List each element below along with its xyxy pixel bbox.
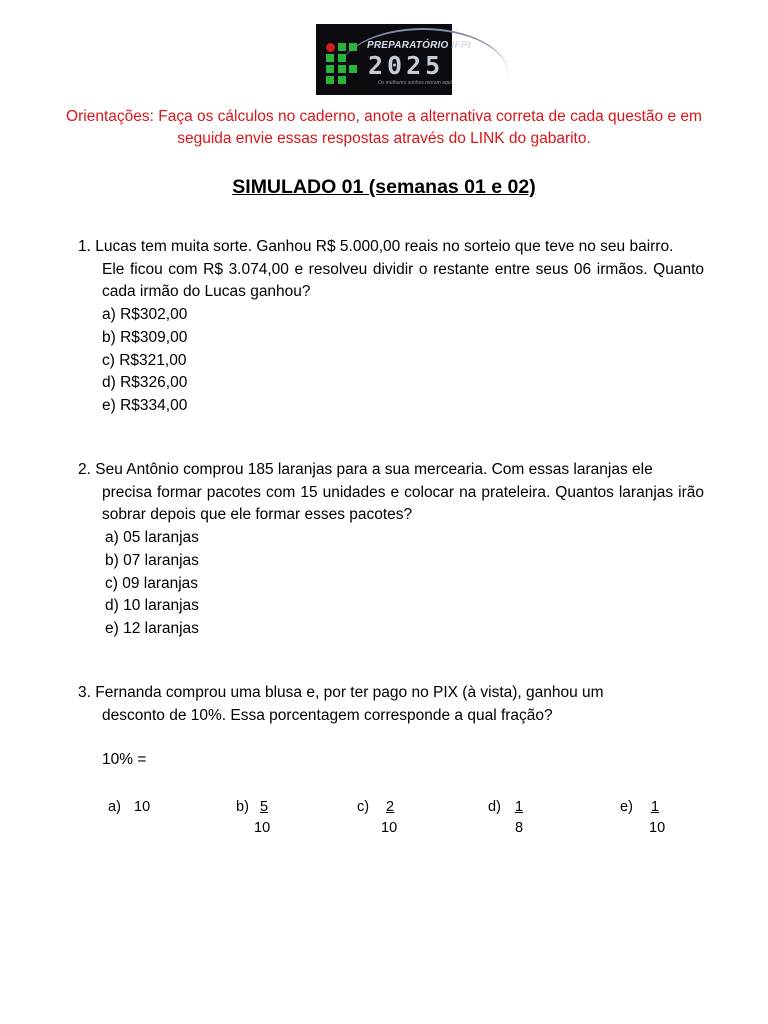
fraction-numerator: 2 bbox=[386, 799, 395, 815]
question-text-line1: Seu Antônio comprou 185 laranjas para a sua mercearia. Com essas laranjas ele bbox=[95, 461, 653, 478]
question-3-stem bbox=[78, 682, 704, 727]
question-2-stem bbox=[78, 459, 704, 527]
logo-red-dot bbox=[326, 43, 335, 52]
logo-tagline: Os melhores sonhos moram aqui bbox=[378, 80, 452, 86]
logo-green-square bbox=[338, 54, 346, 62]
option-c: c) 09 laranjas bbox=[105, 574, 199, 592]
option-c: c) R$321,00 bbox=[102, 351, 187, 369]
option-e: e) R$334,00 bbox=[102, 396, 188, 414]
logo-green-square bbox=[338, 43, 346, 51]
question-3-prompt: 10% = bbox=[102, 751, 147, 768]
question-text-line1: Fernanda comprou uma blusa e, por ter pago no PIX (à vista), ganhou um bbox=[95, 684, 604, 701]
option-a: a) R$302,00 bbox=[102, 306, 188, 324]
question-2 bbox=[78, 459, 704, 641]
question-number: 2. bbox=[78, 461, 91, 478]
question-3-options bbox=[0, 799, 768, 845]
question-text-rest: Ele ficou com R$ 3.074,00 e resolveu dividir o restante entre seus 06 irmãos. Quanto cada irmão do Lucas ganhou? bbox=[102, 260, 704, 301]
logo-green-square bbox=[349, 65, 357, 73]
option-a: a) 05 laranjas bbox=[105, 529, 199, 547]
option-label: d) bbox=[488, 799, 501, 815]
option-value: 10 bbox=[134, 799, 151, 815]
option-e: e) 12 laranjas bbox=[105, 619, 199, 637]
option-label: c) bbox=[357, 799, 370, 815]
fraction-numerator: 1 bbox=[651, 799, 660, 815]
logo-green-square bbox=[326, 54, 334, 62]
question-2-options bbox=[78, 527, 704, 641]
orientation-text: Orientações: Faça os cálculos no caderno, anote a alternativa correta de cada questão e em seguida envie essas respostas através do LINK do gabarito. bbox=[66, 108, 702, 147]
question-number: 3. bbox=[78, 684, 91, 701]
option-b: b) 07 laranjas bbox=[105, 551, 199, 569]
preparatorio-logo bbox=[316, 24, 471, 95]
question-number: 1. bbox=[78, 238, 91, 255]
logo-green-square bbox=[326, 65, 334, 73]
logo-green-square bbox=[326, 76, 334, 84]
question-text-rest: precisa formar pacotes com 15 unidades e colocar na prateleira. Quantos laranjas irão sobrar depois que ele formar esses pacotes? bbox=[102, 483, 704, 524]
question-1-options bbox=[78, 304, 704, 418]
logo-year: 2025 bbox=[368, 51, 445, 80]
option-b: b) R$309,00 bbox=[102, 328, 188, 346]
fraction-denominator: 8 bbox=[515, 820, 524, 836]
fraction-denominator: 10 bbox=[254, 820, 271, 836]
logo-green-square bbox=[338, 65, 346, 73]
question-1 bbox=[78, 236, 704, 418]
question-text-rest: desconto de 10%. Essa porcentagem corresponde a qual fração? bbox=[102, 706, 553, 724]
fraction-denominator: 10 bbox=[649, 820, 666, 836]
logo-green-square bbox=[349, 43, 357, 51]
logo-brand: PREPARATÓRIO IFPI bbox=[367, 40, 471, 51]
fraction-denominator: 10 bbox=[381, 820, 398, 836]
logo-green-square bbox=[338, 76, 346, 84]
option-label: e) bbox=[620, 799, 633, 815]
option-d: d) R$326,00 bbox=[102, 374, 188, 392]
option-label: b) bbox=[236, 799, 249, 815]
option-d: d) 10 laranjas bbox=[105, 597, 199, 615]
question-1-stem bbox=[78, 236, 704, 304]
question-text-line1: Lucas tem muita sorte. Ganhou R$ 5.000,00 reais no sorteio que teve no seu bairro. bbox=[95, 238, 674, 255]
fraction-numerator: 5 bbox=[260, 799, 269, 815]
question-3 bbox=[78, 682, 704, 727]
page-title: SIMULADO 01 (semanas 01 e 02) bbox=[232, 176, 536, 198]
option-label: a) bbox=[108, 799, 121, 815]
fraction-numerator: 1 bbox=[515, 799, 524, 815]
